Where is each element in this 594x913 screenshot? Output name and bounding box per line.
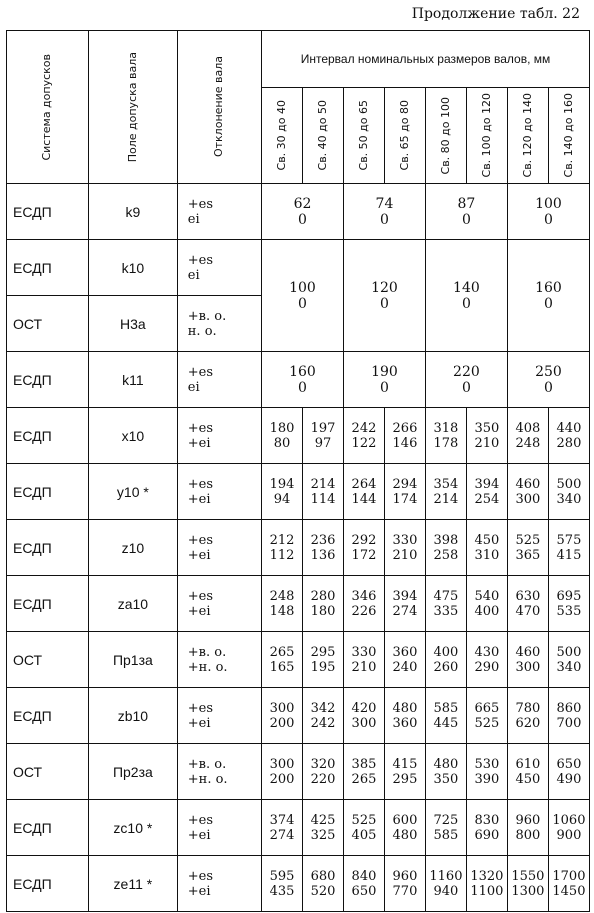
- table-row: [7, 856, 590, 912]
- field-cell: za10: [88, 576, 177, 632]
- value-cell: 300 200: [262, 688, 303, 744]
- value-cell: 87 0: [425, 184, 507, 240]
- field-cell: z10: [88, 520, 177, 576]
- value-cell: 450 310: [466, 520, 507, 576]
- system-cell: ЕСДП: [7, 800, 89, 856]
- value-cell: 180 80: [262, 408, 303, 464]
- field-cell: H3a: [88, 296, 177, 352]
- system-cell: ЕСДП: [7, 240, 89, 296]
- table-row: [7, 576, 590, 632]
- value-cell: 840 650: [343, 856, 384, 912]
- value-cell: 342 242: [302, 688, 343, 744]
- value-cell: 295 195: [302, 632, 343, 688]
- value-cell: 394 254: [466, 464, 507, 520]
- table-row: [7, 688, 590, 744]
- value-cell: 860 700: [548, 688, 589, 744]
- value-cell: 1320 1100: [466, 856, 507, 912]
- value-cell: 525 365: [507, 520, 548, 576]
- deviation-cell: +es +ei: [177, 688, 261, 744]
- system-cell: ОСТ: [7, 632, 89, 688]
- header-range: Св. 40 до 50: [302, 88, 343, 184]
- table-row: [7, 520, 590, 576]
- value-cell: 1550 1300: [507, 856, 548, 912]
- value-cell: 212 112: [262, 520, 303, 576]
- header-deviation: Отклонение вала: [177, 31, 261, 184]
- deviation-cell: +es ei: [177, 184, 261, 240]
- value-cell: 248 148: [262, 576, 303, 632]
- deviation-cell: +в. о. н. о.: [177, 296, 261, 352]
- system-cell: ЕСДП: [7, 408, 89, 464]
- value-cell: 346 226: [343, 576, 384, 632]
- deviation-cell: +es +ei: [177, 576, 261, 632]
- value-cell: 500 340: [548, 632, 589, 688]
- deviation-cell: +в. о. +н. о.: [177, 632, 261, 688]
- value-cell: 780 620: [507, 688, 548, 744]
- deviation-cell: +в. о. +н. о.: [177, 744, 261, 800]
- value-cell: 265 165: [262, 632, 303, 688]
- value-cell: 160 0: [507, 240, 589, 352]
- value-cell: 680 520: [302, 856, 343, 912]
- system-cell: ЕСДП: [7, 184, 89, 240]
- value-cell: 530 390: [466, 744, 507, 800]
- field-cell: k10: [88, 240, 177, 296]
- table-row: [7, 632, 590, 688]
- table-row: [7, 800, 590, 856]
- system-cell: ЕСДП: [7, 856, 89, 912]
- value-cell: 960 770: [384, 856, 425, 912]
- deviation-cell: +es +ei: [177, 520, 261, 576]
- header-system: Система допусков: [7, 31, 89, 184]
- value-cell: 460 300: [507, 464, 548, 520]
- value-cell: 214 114: [302, 464, 343, 520]
- value-cell: 425 325: [302, 800, 343, 856]
- value-cell: 415 295: [384, 744, 425, 800]
- value-cell: 420 300: [343, 688, 384, 744]
- header-range: Св. 50 до 65: [343, 88, 384, 184]
- value-cell: 220 0: [425, 352, 507, 408]
- value-cell: 600 480: [384, 800, 425, 856]
- field-cell: zc10 *: [88, 800, 177, 856]
- value-cell: 440 280: [548, 408, 589, 464]
- value-cell: 500 340: [548, 464, 589, 520]
- field-cell: x10: [88, 408, 177, 464]
- field-cell: Пр1за: [88, 632, 177, 688]
- field-cell: Пр2за: [88, 744, 177, 800]
- table-row: [7, 184, 590, 240]
- value-cell: 292 172: [343, 520, 384, 576]
- deviation-cell: +es ei: [177, 240, 261, 296]
- value-cell: 242 122: [343, 408, 384, 464]
- field-cell: k11: [88, 352, 177, 408]
- field-cell: k9: [88, 184, 177, 240]
- value-cell: 374 274: [262, 800, 303, 856]
- deviation-cell: +es +ei: [177, 856, 261, 912]
- value-cell: 74 0: [343, 184, 425, 240]
- value-cell: 100 0: [507, 184, 589, 240]
- field-cell: zb10: [88, 688, 177, 744]
- value-cell: 385 265: [343, 744, 384, 800]
- value-cell: 480 350: [425, 744, 466, 800]
- value-cell: 830 690: [466, 800, 507, 856]
- value-cell: 630 470: [507, 576, 548, 632]
- system-cell: ЕСДП: [7, 464, 89, 520]
- value-cell: 394 274: [384, 576, 425, 632]
- table-row: [7, 240, 590, 296]
- value-cell: 300 200: [262, 744, 303, 800]
- value-cell: 330 210: [343, 632, 384, 688]
- value-cell: 408 248: [507, 408, 548, 464]
- value-cell: 360 240: [384, 632, 425, 688]
- header-range: Св. 140 до 160: [548, 88, 589, 184]
- table-caption: Продолжение табл. 22: [411, 6, 580, 22]
- value-cell: 595 435: [262, 856, 303, 912]
- value-cell: 320 220: [302, 744, 343, 800]
- header-field: Поле допуска вала: [88, 31, 177, 184]
- value-cell: 120 0: [343, 240, 425, 352]
- value-cell: 460 300: [507, 632, 548, 688]
- table-row: [7, 744, 590, 800]
- deviation-cell: +es +ei: [177, 800, 261, 856]
- field-cell: y10 *: [88, 464, 177, 520]
- deviation-cell: +es ei: [177, 352, 261, 408]
- table-row: [7, 352, 590, 408]
- value-cell: 266 146: [384, 408, 425, 464]
- value-cell: 960 800: [507, 800, 548, 856]
- value-cell: 1060 900: [548, 800, 589, 856]
- system-cell: ОСТ: [7, 744, 89, 800]
- system-cell: ЕСДП: [7, 352, 89, 408]
- system-cell: ЕСДП: [7, 520, 89, 576]
- value-cell: 665 525: [466, 688, 507, 744]
- field-cell: ze11 *: [88, 856, 177, 912]
- value-cell: 540 400: [466, 576, 507, 632]
- system-cell: ЕСДП: [7, 576, 89, 632]
- value-cell: 140 0: [425, 240, 507, 352]
- value-cell: 398 258: [425, 520, 466, 576]
- table-row: [7, 408, 590, 464]
- value-cell: 650 490: [548, 744, 589, 800]
- header-range: Св. 80 до 100: [425, 88, 466, 184]
- deviation-cell: +es +ei: [177, 464, 261, 520]
- value-cell: 575 415: [548, 520, 589, 576]
- value-cell: 610 450: [507, 744, 548, 800]
- value-cell: 330 210: [384, 520, 425, 576]
- value-cell: 318 178: [425, 408, 466, 464]
- value-cell: 280 180: [302, 576, 343, 632]
- deviation-cell: +es +ei: [177, 408, 261, 464]
- value-cell: 1700 1450: [548, 856, 589, 912]
- header-interval: Интервал номинальных размеров валов, мм: [262, 31, 590, 88]
- system-cell: ОСТ: [7, 296, 89, 352]
- header-range: Св. 30 до 40: [262, 88, 303, 184]
- value-cell: 62 0: [262, 184, 344, 240]
- table-row: [7, 464, 590, 520]
- value-cell: 475 335: [425, 576, 466, 632]
- header-range: Св. 65 до 80: [384, 88, 425, 184]
- system-cell: ЕСДП: [7, 688, 89, 744]
- value-cell: 695 535: [548, 576, 589, 632]
- value-cell: 400 260: [425, 632, 466, 688]
- table-body: [7, 184, 590, 912]
- value-cell: 197 97: [302, 408, 343, 464]
- value-cell: 354 214: [425, 464, 466, 520]
- value-cell: 585 445: [425, 688, 466, 744]
- value-cell: 264 144: [343, 464, 384, 520]
- value-cell: 525 405: [343, 800, 384, 856]
- header-range: Св. 100 до 120: [466, 88, 507, 184]
- value-cell: 350 210: [466, 408, 507, 464]
- value-cell: 194 94: [262, 464, 303, 520]
- value-cell: 250 0: [507, 352, 589, 408]
- value-cell: 236 136: [302, 520, 343, 576]
- value-cell: 430 290: [466, 632, 507, 688]
- value-cell: 725 585: [425, 800, 466, 856]
- value-cell: 160 0: [262, 352, 344, 408]
- value-cell: 100 0: [262, 240, 344, 352]
- value-cell: 1160 940: [425, 856, 466, 912]
- value-cell: 190 0: [343, 352, 425, 408]
- header-range: Св. 120 до 140: [507, 88, 548, 184]
- value-cell: 294 174: [384, 464, 425, 520]
- value-cell: 480 360: [384, 688, 425, 744]
- tolerance-table: [6, 30, 590, 912]
